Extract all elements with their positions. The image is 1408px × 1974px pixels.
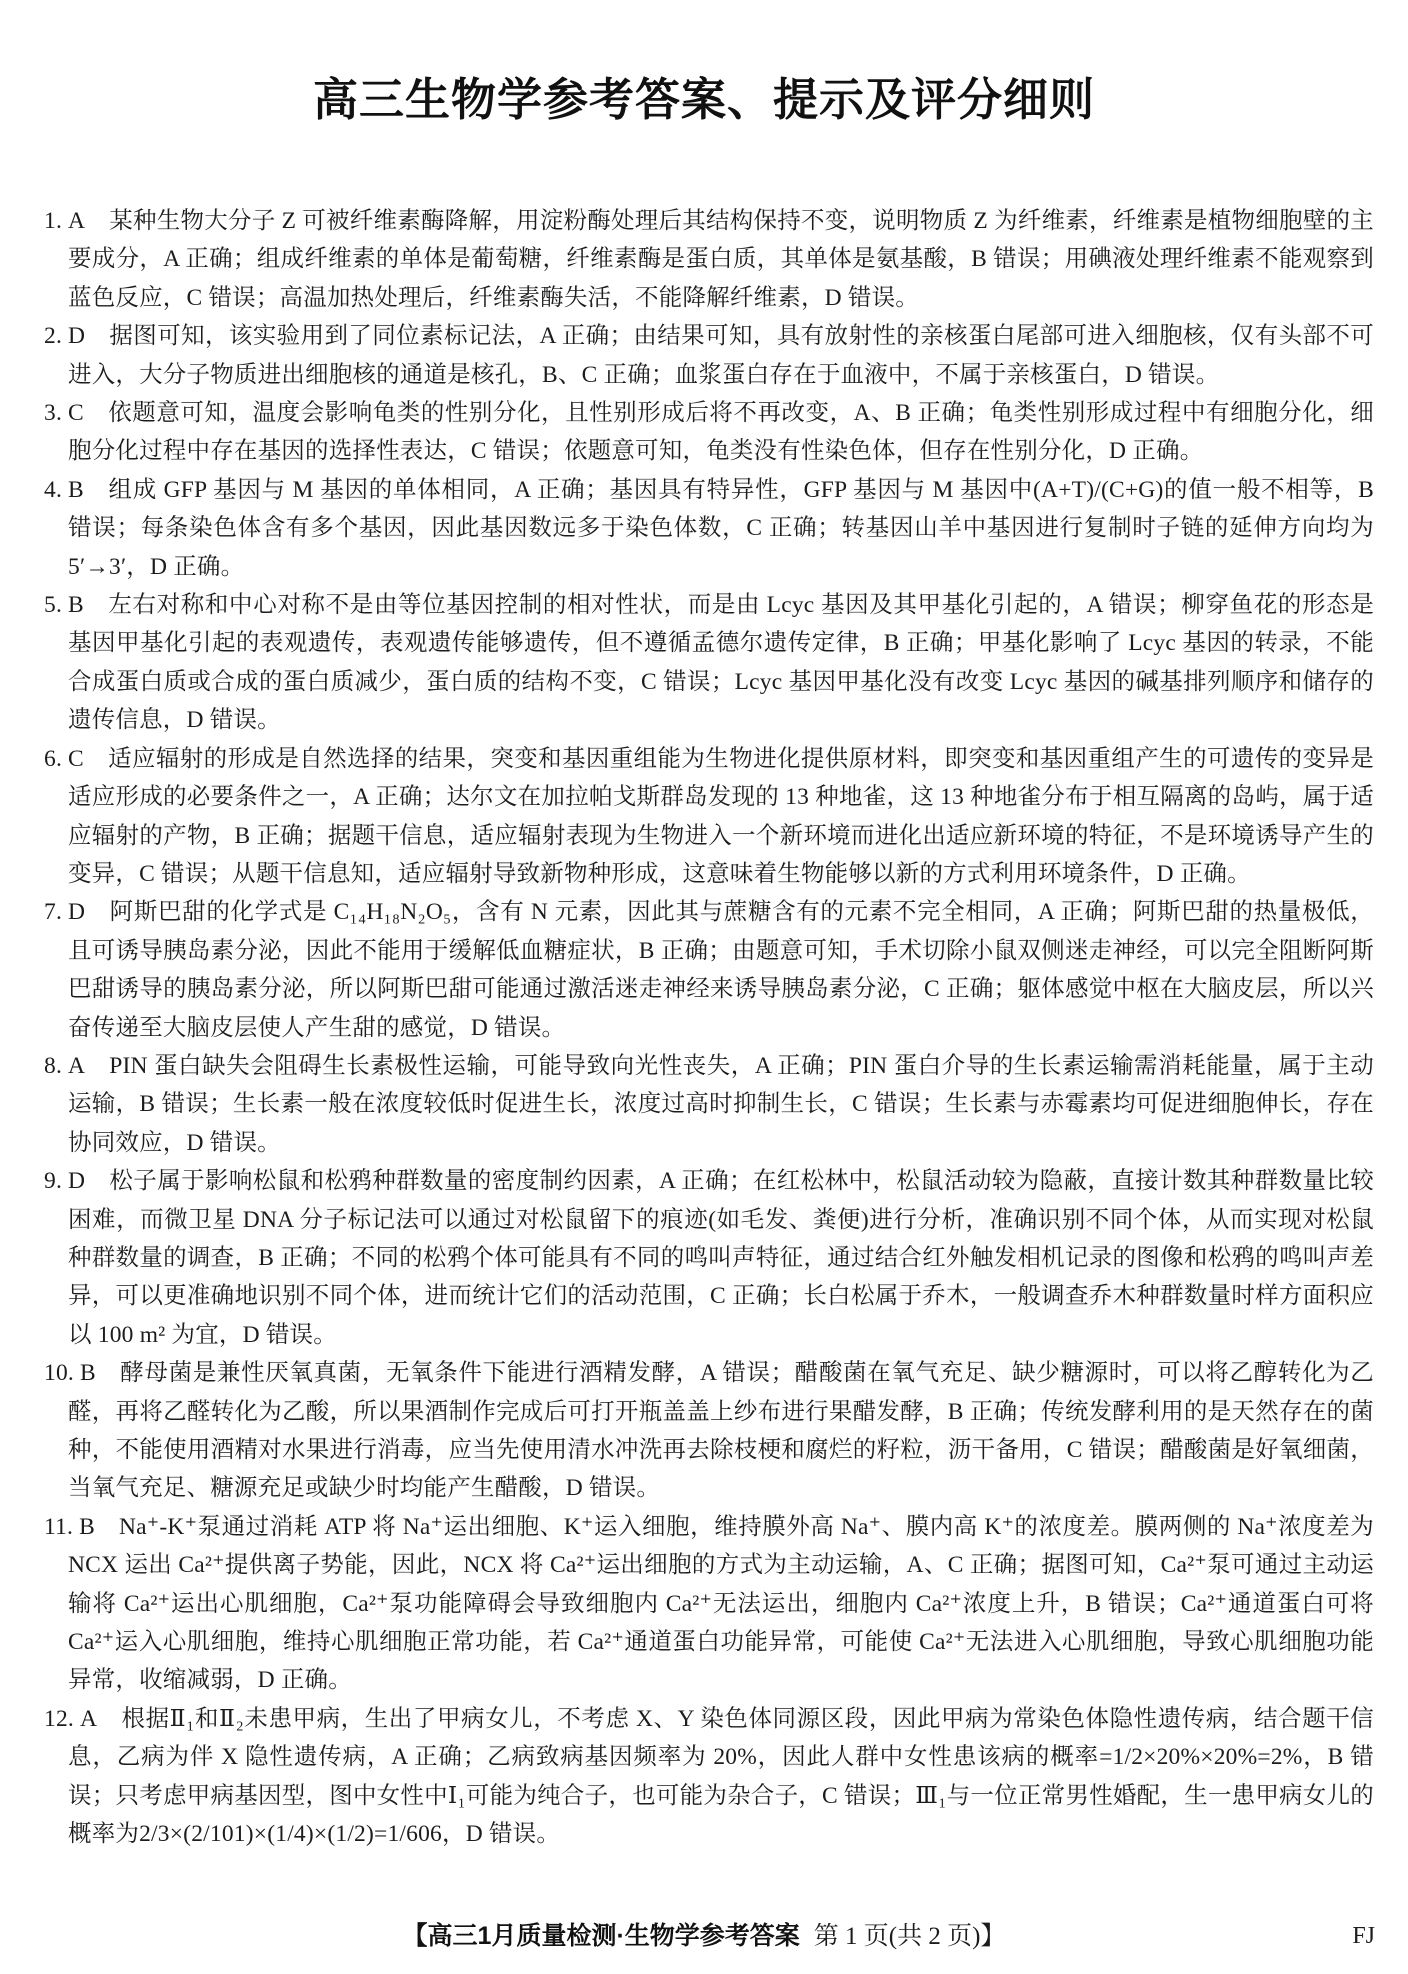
- question-number: 4.: [44, 476, 63, 503]
- answer-explanation: PIN 蛋白缺失会阻碍生长素极性运输，可能导致向光性丧失，A 正确；PIN 蛋白介导的生长素运输需消耗能量，属于主动运输，B 错误；生长素一般在浓度较低时促进生长，浓度过高时抑制生长，C 错误；生长素与赤霉素均可促进细胞伸长，存在协同效应，D 错误。: [68, 1052, 1374, 1156]
- page-footer: [0, 1920, 1408, 1952]
- answer-letter: D: [68, 1168, 86, 1195]
- question-number: 5.: [44, 592, 63, 619]
- answer-explanation: 松子属于影响松鼠和松鸦种群数量的密度制约因素，A 正确；在红松林中，松鼠活动较为隐蔽，直接计数其种群数量比较困难，而微卫星 DNA 分子标记法可以通过对松鼠留下的痕迹(如毛发、粪便)进行分析，准确识别不同个体，从而实现对松鼠种群数量的调查，B 正确；不同的松鸦个体可能具有不同的鸣叫声特征，通过结合红外触发相机记录的图像和松鸦的鸣叫声差异，可以更准确地识别不同个体，进而统计它们的活动范围，C 正确；长白松属于乔木，一般调查乔木种群数量时样方面积应以 100 m² 为宜，D 错误。: [68, 1168, 1374, 1348]
- question-number: 12.: [44, 1705, 74, 1732]
- footer-page-number: 第 1 页(共 2 页)】: [813, 1923, 1006, 1950]
- answer-explanation: 组成 GFP 基因与 M 基因的单体相同，A 正确；基因具有特异性，GFP 基因与 M 基因中(A+T)/(C+G)的值一般不相等，B 错误；每条染色体含有多个基因，因此基因数远多于染色体数，C 正确；转基因山羊中基因进行复制时子链的延伸方向均为 5′→3′，D 正确。: [68, 476, 1374, 580]
- question-number: 7.: [44, 899, 63, 926]
- question-number: 3.: [44, 400, 63, 427]
- question-number: 1.: [44, 208, 63, 234]
- question-number: 9.: [44, 1168, 63, 1195]
- answer-item-1: [44, 202, 1374, 317]
- answer-item-8: [44, 1047, 1374, 1162]
- answer-letter: D: [68, 323, 86, 350]
- question-number: 2.: [44, 323, 63, 350]
- answer-explanation: 左右对称和中心对称不是由等位基因控制的相对性状，而是由 Lcyc 基因及其甲基化引起的，A 错误；柳穿鱼花的形态是基因甲基化引起的表观遗传，表观遗传能够遗传，但不遵循孟德尔遗传定律，B 正确；甲基化影响了 Lcyc 基因的转录，不能合成蛋白质或合成的蛋白质减少，蛋白质的结构不变，C 错误；Lcyc 基因甲基化没有改变 Lcyc 基因的碱基排列顺序和储存的遗传信息，D 错误。: [68, 592, 1374, 734]
- answer-item-6: [44, 740, 1374, 894]
- question-number: 11.: [44, 1513, 74, 1540]
- answer-explanation: 根据Ⅱ₁和Ⅱ₂未患甲病，生出了甲病女儿，不考虑 X、Y 染色体同源区段，因此甲病为常染色体隐性遗传病，结合题干信息，乙病为伴 X 隐性遗传病，A 正确；乙病致病基因频率为 20%，因此人群中女性患该病的概率=1/2×20%×20%=2%，B 错误；只考虑甲病基因型，图中女性中Ⅰ₁可能为纯合子，也可能为杂合子，C 错误；Ⅲ₁与一位正常男性婚配，生一患甲病女儿的概率为2/3×(2/101)×(1/4)×(1/2)=1/606，D 错误。: [68, 1705, 1374, 1848]
- answer-item-4: [44, 471, 1374, 586]
- answer-letter: A: [68, 1052, 86, 1079]
- answer-letter: B: [79, 1513, 95, 1540]
- answer-letter: C: [68, 745, 84, 772]
- answer-list: [0, 202, 1408, 1853]
- answer-explanation: 阿斯巴甜的化学式是 C₁₄H₁₈N₂O₅，含有 N 元素，因此其与蔗糖含有的元素不完全相同，A 正确；阿斯巴甜的热量极低，且可诱导胰岛素分泌，因此不能用于缓解低血糖症状，B 正确；由题意可知，手术切除小鼠双侧迷走神经，可以完全阻断阿斯巴甜诱导的胰岛素分泌，所以阿斯巴甜可能通过激活迷走神经来诱导胰岛素分泌，C 正确；躯体感觉中枢在大脑皮层，所以兴奋传递至大脑皮层使人产生甜的感觉，D 错误。: [68, 899, 1374, 1041]
- footer-exam-label: 【高三1月质量检测·生物学参考答案: [402, 1922, 800, 1950]
- answer-explanation: 据图可知，该实验用到了同位素标记法，A 正确；由结果可知，具有放射性的亲核蛋白尾部可进入细胞核，仅有头部不可进入，大分子物质进出细胞核的通道是核孔，B、C 正确；血浆蛋白存在于血液中，不属于亲核蛋白，D 错误。: [68, 323, 1374, 388]
- answer-item-9: [44, 1162, 1374, 1354]
- answer-explanation: 某种生物大分子 Z 可被纤维素酶降解，用淀粉酶处理后其结构保持不变，说明物质 Z 为纤维素，纤维素是植物细胞壁的主要成分，A 正确；组成纤维素的单体是葡萄糖，纤维素酶是蛋白质，其单体是氨基酸，B 错误；用碘液处理纤维素不能观察到蓝色反应，C 错误；高温加热处理后，纤维素酶失活，不能降解纤维素，D 错误。: [68, 208, 1374, 311]
- answer-explanation: 酵母菌是兼性厌氧真菌，无氧条件下能进行酒精发酵，A 错误；醋酸菌在氧气充足、缺少糖源时，可以将乙醇转化为乙醛，再将乙醛转化为乙酸，所以果酒制作完成后可打开瓶盖盖上纱布进行果醋发酵，B 正确；传统发酵利用的是天然存在的菌种，不能使用酒精对水果进行消毒，应当先使用清水冲洗再去除枝梗和腐烂的籽粒，沥干备用，C 错误；醋酸菌是好氧细菌，当氧气充足、糖源充足或缺少时均能产生醋酸，D 错误。: [68, 1360, 1374, 1502]
- page-title: 高三生物学参考答案、提示及评分细则: [312, 74, 1095, 125]
- answer-item-11: [44, 1508, 1374, 1700]
- answer-letter: C: [68, 400, 84, 427]
- answer-item-2: [44, 317, 1374, 394]
- question-number: 6.: [44, 745, 63, 772]
- answer-letter: D: [68, 899, 86, 926]
- question-number: 8.: [44, 1052, 63, 1079]
- answer-letter: B: [68, 592, 84, 619]
- answer-item-3: [44, 394, 1374, 471]
- answer-letter: A: [79, 1705, 98, 1732]
- answer-item-7: [44, 893, 1374, 1047]
- answer-explanation: 适应辐射的形成是自然选择的结果，突变和基因重组能为生物进化提供原材料，即突变和基因重组产生的可遗传的变异是适应形成的必要条件之一，A 正确；达尔文在加拉帕戈斯群岛发现的 13 种地雀，这 13 种地雀分布于相互隔离的岛屿，属于适应辐射的产物，B 正确；据题干信息，适应辐射表现为生物进入一个新环境而进化出适应新环境的特征，不是环境诱导产生的变异，C 错误；从题干信息知，适应辐射导致新物种形成，这意味着生物能够以新的方式利用环境条件，D 正确。: [68, 745, 1374, 887]
- question-number: 10.: [44, 1360, 74, 1387]
- answer-letter: A: [68, 208, 86, 234]
- answer-letter: B: [79, 1360, 96, 1387]
- answer-explanation: Na⁺-K⁺泵通过消耗 ATP 将 Na⁺运出细胞、K⁺运入细胞，维持膜外高 Na⁺、膜内高 K⁺的浓度差。膜两侧的 Na⁺浓度差为 NCX 运出 Ca²⁺提供离子势能，因此，NCX 将 Ca²⁺运出细胞的方式为主动运输，A、C 正确；据图可知，Ca²⁺泵可通过主动运输将 Ca²⁺运出心肌细胞，Ca²⁺泵功能障碍会导致细胞内 Ca²⁺无法运出，细胞内 Ca²⁺浓度上升，B 错误；Ca²⁺通道蛋白可将 Ca²⁺运入心肌细胞，维持心肌细胞正常功能，若 Ca²⁺通道蛋白功能异常，可能使 Ca²⁺无法进入心肌细胞，导致心肌细胞功能异常，收缩减弱，D 正确。: [68, 1513, 1375, 1694]
- answer-explanation: 依题意可知，温度会影响龟类的性别分化，且性别形成后将不再改变，A、B 正确；龟类性别形成过程中有细胞分化，细胞分化过程中存在基因的选择性表达，C 错误；依题意可知，龟类没有性染色体，但存在性别分化，D 正确。: [68, 400, 1374, 465]
- footer-caption: [0, 1920, 1408, 1953]
- answer-item-12: [44, 1700, 1374, 1854]
- answer-letter: B: [68, 476, 84, 503]
- answer-item-5: [44, 586, 1374, 740]
- footer-code: FJ: [1352, 1923, 1375, 1949]
- answer-item-10: [44, 1354, 1374, 1508]
